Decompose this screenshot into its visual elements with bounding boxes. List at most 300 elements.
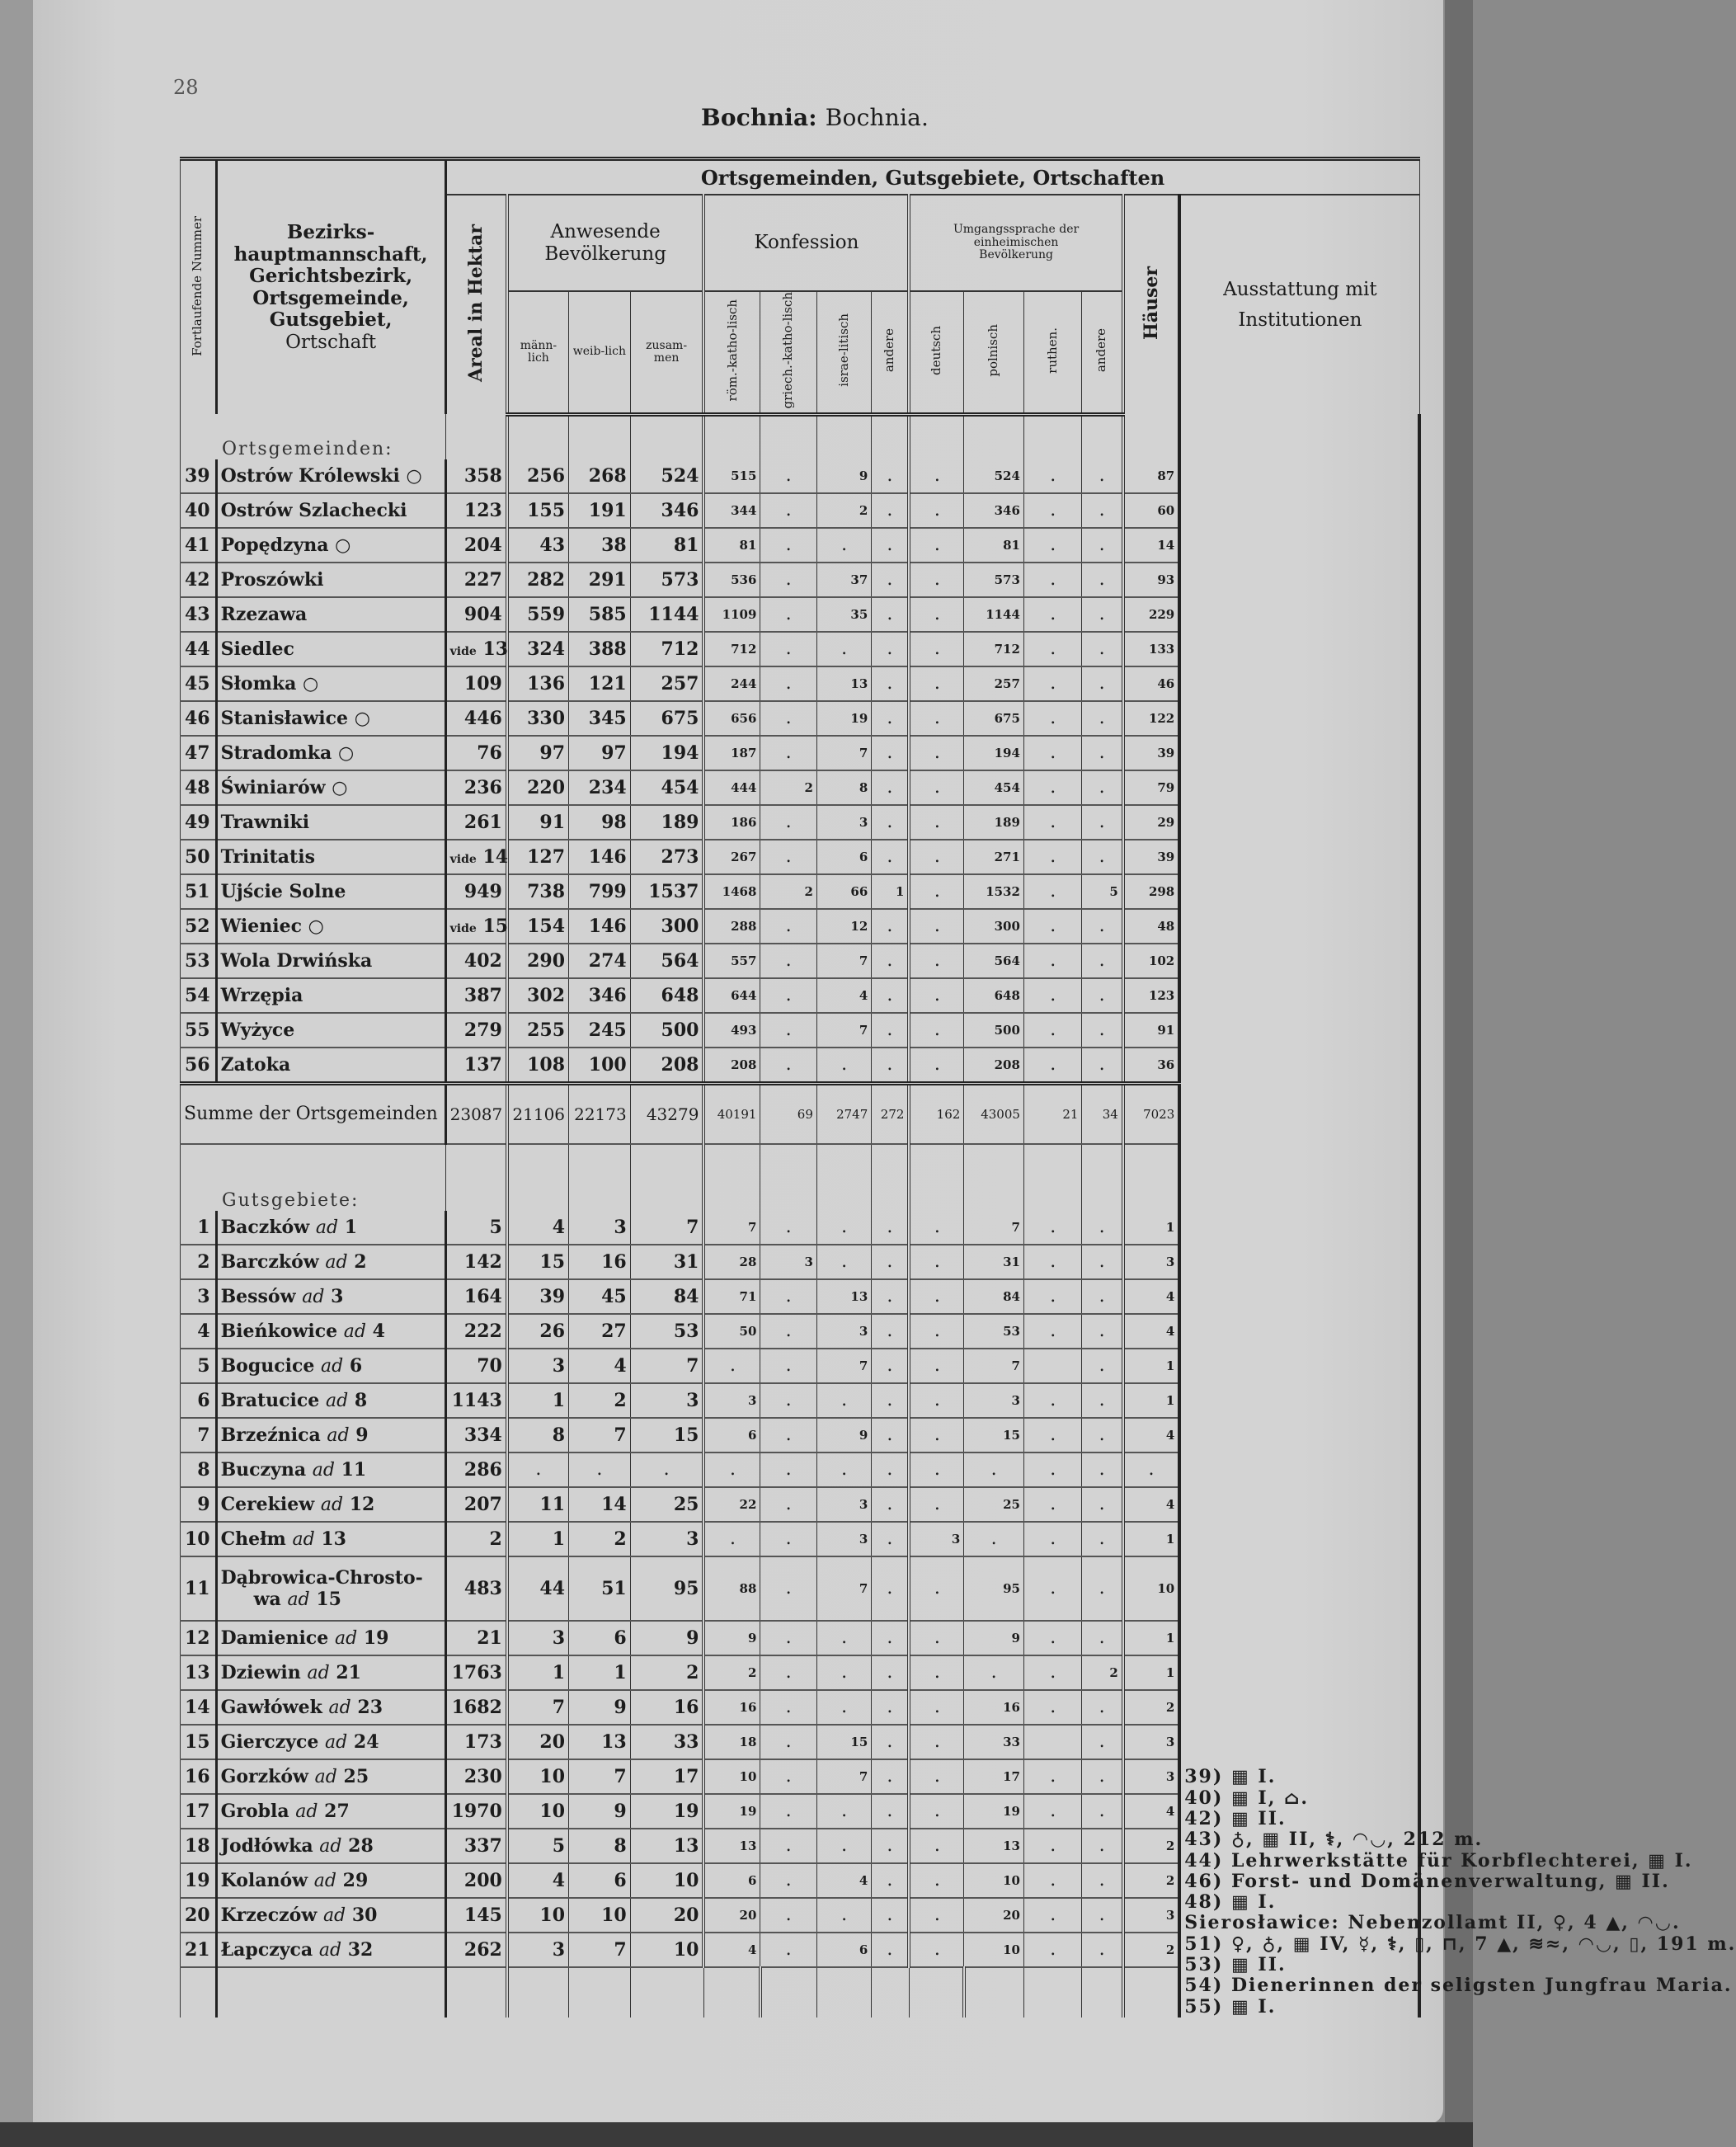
ad-reference: ad xyxy=(287,1589,310,1610)
population-z: 454 xyxy=(630,770,703,805)
areal-value xyxy=(445,701,507,736)
value-ru: . xyxy=(1023,1048,1082,1084)
empty-cell xyxy=(909,414,963,459)
place-name-text: Ostrów Królewski xyxy=(220,464,400,487)
ad-reference: ad xyxy=(307,1662,330,1683)
population-w: 7 xyxy=(569,1418,631,1453)
sum-h: 7023 xyxy=(1123,1083,1179,1144)
value-rk: 28 xyxy=(703,1245,760,1279)
areal-number: 358 xyxy=(463,464,502,487)
row-number: 40 xyxy=(181,493,217,528)
place-name-text: Siedlec xyxy=(220,638,294,660)
population-z: 194 xyxy=(630,736,703,770)
value-h: 1 xyxy=(1123,1349,1179,1383)
areal-number: 227 xyxy=(463,568,502,591)
header-group-top: Ortsgemeinden, Gutsgebiete, Ortschaften xyxy=(445,159,1419,195)
areal-number: 200 xyxy=(463,1869,502,1891)
row-number: 10 xyxy=(181,1522,217,1556)
value-and: . xyxy=(872,701,910,736)
value-and: . xyxy=(872,1048,910,1084)
row-number: 16 xyxy=(181,1759,217,1794)
value-pl: 208 xyxy=(964,1048,1024,1084)
population-z: 2 xyxy=(630,1655,703,1690)
place-name xyxy=(216,1013,445,1048)
ad-reference: ad xyxy=(325,1390,349,1411)
value-gk: . xyxy=(760,632,816,666)
note-ref: 53) xyxy=(1184,1954,1224,1976)
place-name xyxy=(216,1829,445,1863)
population-w: 268 xyxy=(569,459,631,493)
row-number: 6 xyxy=(181,1383,217,1418)
value-and: . xyxy=(872,736,910,770)
population-w: 1 xyxy=(569,1655,631,1690)
value-de: . xyxy=(909,1453,963,1487)
row-number: 54 xyxy=(181,978,217,1013)
value-isr: 13 xyxy=(816,1279,871,1314)
value-ando: . xyxy=(1082,1898,1123,1933)
value-h: 3 xyxy=(1123,1725,1179,1759)
value-rk: . xyxy=(703,1522,760,1556)
value-and: . xyxy=(872,597,910,632)
row-number: 48 xyxy=(181,770,217,805)
row-number: 18 xyxy=(181,1829,217,1863)
value-ru: . xyxy=(1023,874,1082,909)
place-name-text: Chełm xyxy=(220,1528,286,1550)
population-w: 146 xyxy=(569,909,631,944)
value-isr: . xyxy=(816,1245,871,1279)
place-name xyxy=(216,978,445,1013)
population-m: 256 xyxy=(507,459,569,493)
population-w: 346 xyxy=(569,978,631,1013)
sum-w: 22173 xyxy=(569,1083,631,1144)
note-ref: 51) xyxy=(1184,1933,1224,1955)
population-w: 234 xyxy=(569,770,631,805)
value-ru: . xyxy=(1023,1418,1082,1453)
value-gk: . xyxy=(760,1487,816,1522)
population-m: 302 xyxy=(507,978,569,1013)
place-name-text: Damienice xyxy=(220,1627,329,1649)
value-ando: . xyxy=(1082,840,1123,874)
value-ru: . xyxy=(1023,1314,1082,1349)
population-m: 3 xyxy=(507,1349,569,1383)
value-gk: . xyxy=(760,1418,816,1453)
row-number: 56 xyxy=(181,1048,217,1084)
value-pl: 9 xyxy=(964,1621,1024,1655)
value-rk: 71 xyxy=(703,1279,760,1314)
population-z: 648 xyxy=(630,978,703,1013)
empty-cell xyxy=(1123,1144,1179,1211)
value-and: . xyxy=(872,666,910,701)
note-text: ▦ I. xyxy=(1230,1995,1277,2018)
population-z: 9 xyxy=(630,1621,703,1655)
place-name xyxy=(216,770,445,805)
place-name-text: Zatoka xyxy=(220,1053,291,1076)
value-gk: . xyxy=(760,1013,816,1048)
value-ando: . xyxy=(1082,493,1123,528)
place-name xyxy=(216,840,445,874)
value-h: 4 xyxy=(1123,1279,1179,1314)
areal-number: 70 xyxy=(477,1354,502,1377)
empty-cell xyxy=(760,1967,816,2018)
value-ru: . xyxy=(1023,1383,1082,1418)
value-ru: . xyxy=(1023,1933,1082,1967)
value-rk: 6 xyxy=(703,1418,760,1453)
empty-cell xyxy=(703,1144,760,1211)
value-ru: . xyxy=(1023,1453,1082,1487)
ad-reference-number: 24 xyxy=(353,1730,379,1753)
place-name-text: Stradomka xyxy=(220,742,332,764)
value-isr: 3 xyxy=(816,1522,871,1556)
value-de: . xyxy=(909,1048,963,1084)
population-w: 3 xyxy=(569,1211,631,1245)
table-header xyxy=(181,159,1420,415)
value-de: . xyxy=(909,770,963,805)
population-m: 97 xyxy=(507,736,569,770)
value-isr: 7 xyxy=(816,1013,871,1048)
place-name-text: Popędzyna xyxy=(220,534,329,556)
ad-reference: ad xyxy=(302,1286,325,1307)
value-and: . xyxy=(872,1690,910,1725)
header-index: Fortlaufende Nummer xyxy=(181,159,217,415)
empty-cell xyxy=(964,1144,1024,1211)
value-isr: 15 xyxy=(816,1725,871,1759)
areal-value xyxy=(445,874,507,909)
value-ru: . xyxy=(1023,1863,1082,1898)
population-z: 500 xyxy=(630,1013,703,1048)
circle-marker-icon: ○ xyxy=(406,464,422,487)
row-number: 21 xyxy=(181,1933,217,1967)
value-pl: 1532 xyxy=(964,874,1024,909)
population-w: 38 xyxy=(569,528,631,563)
row-number: 1 xyxy=(181,1211,217,1245)
value-isr: 4 xyxy=(816,978,871,1013)
scan-bottom-edge xyxy=(0,2122,1473,2147)
value-rk: 20 xyxy=(703,1898,760,1933)
areal-number: 204 xyxy=(463,534,502,556)
value-isr: 13 xyxy=(816,666,871,701)
value-ru: . xyxy=(1023,736,1082,770)
value-isr: 6 xyxy=(816,1933,871,1967)
row-number: 11 xyxy=(181,1556,217,1621)
value-rk: 186 xyxy=(703,805,760,840)
population-z: 208 xyxy=(630,1048,703,1084)
row-number: 45 xyxy=(181,666,217,701)
areal-value xyxy=(445,1349,507,1383)
value-rk: 493 xyxy=(703,1013,760,1048)
sum-pl: 43005 xyxy=(964,1083,1024,1144)
value-and: . xyxy=(872,1487,910,1522)
areal-value xyxy=(445,1898,507,1933)
population-z: 346 xyxy=(630,493,703,528)
areal-value xyxy=(445,736,507,770)
institution-note xyxy=(1184,1870,1670,1892)
ad-reference: ad xyxy=(321,1355,344,1377)
place-name-text: Gierczyce xyxy=(220,1730,319,1753)
population-m: 3 xyxy=(507,1621,569,1655)
value-ru: . xyxy=(1023,978,1082,1013)
place-name-text: Brzeźnica xyxy=(220,1424,321,1446)
place-name-text: Bratucice xyxy=(220,1389,320,1411)
value-pl: 84 xyxy=(964,1279,1024,1314)
areal-value xyxy=(445,805,507,840)
vide-label: vide xyxy=(449,921,477,935)
row-number: 5 xyxy=(181,1349,217,1383)
ad-reference-number: 6 xyxy=(349,1354,363,1377)
place-name xyxy=(216,597,445,632)
empty-cell xyxy=(569,414,631,459)
empty-cell xyxy=(760,1144,816,1211)
population-z: 81 xyxy=(630,528,703,563)
institution-note xyxy=(1184,1809,1414,1829)
areal-number: 949 xyxy=(463,880,502,902)
ad-reference: ad xyxy=(320,1494,344,1515)
value-ru: . xyxy=(1023,528,1082,563)
areal-number: 279 xyxy=(463,1019,502,1041)
place-name-text: Dziewin xyxy=(220,1661,301,1683)
value-and: . xyxy=(872,1556,910,1621)
value-and: . xyxy=(872,1349,910,1383)
empty-cell xyxy=(445,414,507,459)
population-m: 255 xyxy=(507,1013,569,1048)
value-pl: 1144 xyxy=(964,597,1024,632)
value-isr: 7 xyxy=(816,1759,871,1794)
value-rk: 6 xyxy=(703,1863,760,1898)
scan-left-edge xyxy=(0,0,33,2147)
value-h: 4 xyxy=(1123,1487,1179,1522)
value-isr: 37 xyxy=(816,563,871,597)
population-w: 7 xyxy=(569,1759,631,1794)
value-and: . xyxy=(872,1829,910,1863)
value-ando: . xyxy=(1082,1794,1123,1829)
population-w: 16 xyxy=(569,1245,631,1279)
value-h: 133 xyxy=(1123,632,1179,666)
header-lang-pl: polnisch xyxy=(964,291,1024,414)
areal-number: 1143 xyxy=(451,1389,502,1411)
value-isr: . xyxy=(816,1794,871,1829)
value-de: . xyxy=(909,1898,963,1933)
section-ortsgemeinden xyxy=(181,414,1420,459)
value-isr: 7 xyxy=(816,1556,871,1621)
value-pl: 10 xyxy=(964,1863,1024,1898)
value-and: . xyxy=(872,805,910,840)
value-isr: . xyxy=(816,632,871,666)
value-isr: . xyxy=(816,528,871,563)
value-h: 93 xyxy=(1123,563,1179,597)
areal-number: 261 xyxy=(463,811,502,833)
note-text: ▦ I, ⌂. xyxy=(1230,1787,1310,1809)
empty-cell xyxy=(872,414,910,459)
population-w: 10 xyxy=(569,1898,631,1933)
value-ru: . xyxy=(1023,840,1082,874)
value-de: . xyxy=(909,1863,963,1898)
value-de: . xyxy=(909,1418,963,1453)
ad-reference-number: 3 xyxy=(331,1285,344,1307)
header-institutions: Ausstattung mit Institutionen xyxy=(1179,195,1419,414)
ad-reference: ad xyxy=(313,1870,336,1891)
place-name-text: Łapczyca xyxy=(220,1938,313,1961)
place-name xyxy=(216,701,445,736)
circle-marker-icon: ○ xyxy=(308,915,324,937)
value-ando: . xyxy=(1082,1863,1123,1898)
value-ando: . xyxy=(1082,1314,1123,1349)
institution-note xyxy=(1184,1955,1414,1975)
areal-number: 137 xyxy=(463,1053,502,1076)
value-ando: . xyxy=(1082,632,1123,666)
value-and: . xyxy=(872,1383,910,1418)
value-rk: 557 xyxy=(703,944,760,978)
value-isr: . xyxy=(816,1048,871,1084)
ad-reference: ad xyxy=(343,1321,366,1342)
value-ru: . xyxy=(1023,1794,1082,1829)
population-m: 324 xyxy=(507,632,569,666)
value-h: 3 xyxy=(1123,1759,1179,1794)
value-h: 298 xyxy=(1123,874,1179,909)
value-ando: . xyxy=(1082,1556,1123,1621)
ad-reference: ad xyxy=(292,1528,315,1550)
circle-marker-icon: ○ xyxy=(303,672,319,694)
note-ref: 54) xyxy=(1184,1975,1224,1997)
value-pl: 20 xyxy=(964,1898,1024,1933)
value-rk: 344 xyxy=(703,493,760,528)
place-name xyxy=(216,1933,445,1967)
population-m: 154 xyxy=(507,909,569,944)
empty-cell xyxy=(816,1967,871,2018)
value-gk: . xyxy=(760,1349,816,1383)
population-z: 273 xyxy=(630,840,703,874)
value-rk: . xyxy=(703,1453,760,1487)
place-name-text: Gawłówek xyxy=(220,1696,322,1718)
population-m: 127 xyxy=(507,840,569,874)
place-name xyxy=(216,736,445,770)
population-m: 91 xyxy=(507,805,569,840)
value-gk: . xyxy=(760,978,816,1013)
place-name xyxy=(216,563,445,597)
areal-number: 5 xyxy=(489,1216,502,1238)
header-lang-de: deutsch xyxy=(909,291,963,414)
value-de: . xyxy=(909,840,963,874)
value-pl: 564 xyxy=(964,944,1024,978)
value-gk: . xyxy=(760,1621,816,1655)
sum-label: Summe der Ortsgemeinden xyxy=(181,1083,446,1144)
value-pl: 454 xyxy=(964,770,1024,805)
areal-number: 904 xyxy=(463,603,502,625)
value-rk: 267 xyxy=(703,840,760,874)
value-and: . xyxy=(872,1211,910,1245)
value-pl: . xyxy=(964,1655,1024,1690)
population-w: 2 xyxy=(569,1383,631,1418)
ad-reference: ad xyxy=(312,1459,335,1481)
population-w: 4 xyxy=(569,1349,631,1383)
areal-value xyxy=(445,1418,507,1453)
row-number: 20 xyxy=(181,1898,217,1933)
value-ru: . xyxy=(1023,597,1082,632)
areal-number: 387 xyxy=(463,984,502,1006)
value-pl: 7 xyxy=(964,1211,1024,1245)
row-number: 17 xyxy=(181,1794,217,1829)
value-rk: 18 xyxy=(703,1725,760,1759)
population-m: 8 xyxy=(507,1418,569,1453)
value-ando: . xyxy=(1082,1690,1123,1725)
value-isr: 35 xyxy=(816,597,871,632)
value-rk: 7 xyxy=(703,1211,760,1245)
value-pl: 10 xyxy=(964,1933,1024,1967)
value-pl: 13 xyxy=(964,1829,1024,1863)
value-de: . xyxy=(909,1794,963,1829)
value-isr: 12 xyxy=(816,909,871,944)
value-h: 1 xyxy=(1123,1522,1179,1556)
empty-cell xyxy=(1082,414,1123,459)
row-number: 15 xyxy=(181,1725,217,1759)
value-rk: 19 xyxy=(703,1794,760,1829)
population-z: 95 xyxy=(630,1556,703,1621)
header-houses: Häuser xyxy=(1123,195,1179,414)
value-isr: . xyxy=(816,1829,871,1863)
areal-value xyxy=(445,1794,507,1829)
areal-value xyxy=(445,909,507,944)
place-name xyxy=(216,805,445,840)
empty-cell xyxy=(216,1967,445,2018)
population-z: 7 xyxy=(630,1211,703,1245)
place-name xyxy=(216,1863,445,1898)
empty-cell xyxy=(507,1967,569,2018)
note-text: ▦ II. xyxy=(1230,1954,1287,1976)
header-pop-female: weib-lich xyxy=(569,291,631,414)
value-de: . xyxy=(909,805,963,840)
place-name-text: Wyżyce xyxy=(220,1019,295,1041)
value-gk: . xyxy=(760,1898,816,1933)
value-ando: . xyxy=(1082,1048,1123,1084)
row-number: 47 xyxy=(181,736,217,770)
value-pl: 300 xyxy=(964,909,1024,944)
value-ru xyxy=(1023,1349,1082,1383)
value-h: 4 xyxy=(1123,1314,1179,1349)
value-pl: 33 xyxy=(964,1725,1024,1759)
population-w: 2 xyxy=(569,1522,631,1556)
place-name-text: Buczyna xyxy=(220,1458,307,1481)
value-de: . xyxy=(909,736,963,770)
place-name-text: Barczków xyxy=(220,1250,319,1273)
areal-value xyxy=(445,1245,507,1279)
value-pl: 53 xyxy=(964,1314,1024,1349)
row-number: 43 xyxy=(181,597,217,632)
value-and: . xyxy=(872,1898,910,1933)
ad-reference-number: 9 xyxy=(355,1424,369,1446)
empty-cell xyxy=(964,1967,1024,2018)
place-name xyxy=(216,1725,445,1759)
row-number: 49 xyxy=(181,805,217,840)
areal-value xyxy=(445,840,507,874)
value-isr: 7 xyxy=(816,1349,871,1383)
areal-number: 109 xyxy=(463,672,502,694)
population-m: 44 xyxy=(507,1556,569,1621)
place-name xyxy=(216,1279,445,1314)
header-conf-isr: israe-litisch xyxy=(816,291,871,414)
value-de: . xyxy=(909,1349,963,1383)
place-name xyxy=(216,1759,445,1794)
areal-number: 262 xyxy=(463,1938,502,1961)
value-isr: 4 xyxy=(816,1863,871,1898)
population-m: 10 xyxy=(507,1759,569,1794)
value-gk: . xyxy=(760,1863,816,1898)
value-gk: . xyxy=(760,1759,816,1794)
place-name xyxy=(216,1453,445,1487)
value-ru: . xyxy=(1023,563,1082,597)
empty-cell xyxy=(507,1144,569,1211)
value-h: 60 xyxy=(1123,493,1179,528)
population-m: 39 xyxy=(507,1279,569,1314)
place-name xyxy=(216,1383,445,1418)
row-number: 7 xyxy=(181,1418,217,1453)
